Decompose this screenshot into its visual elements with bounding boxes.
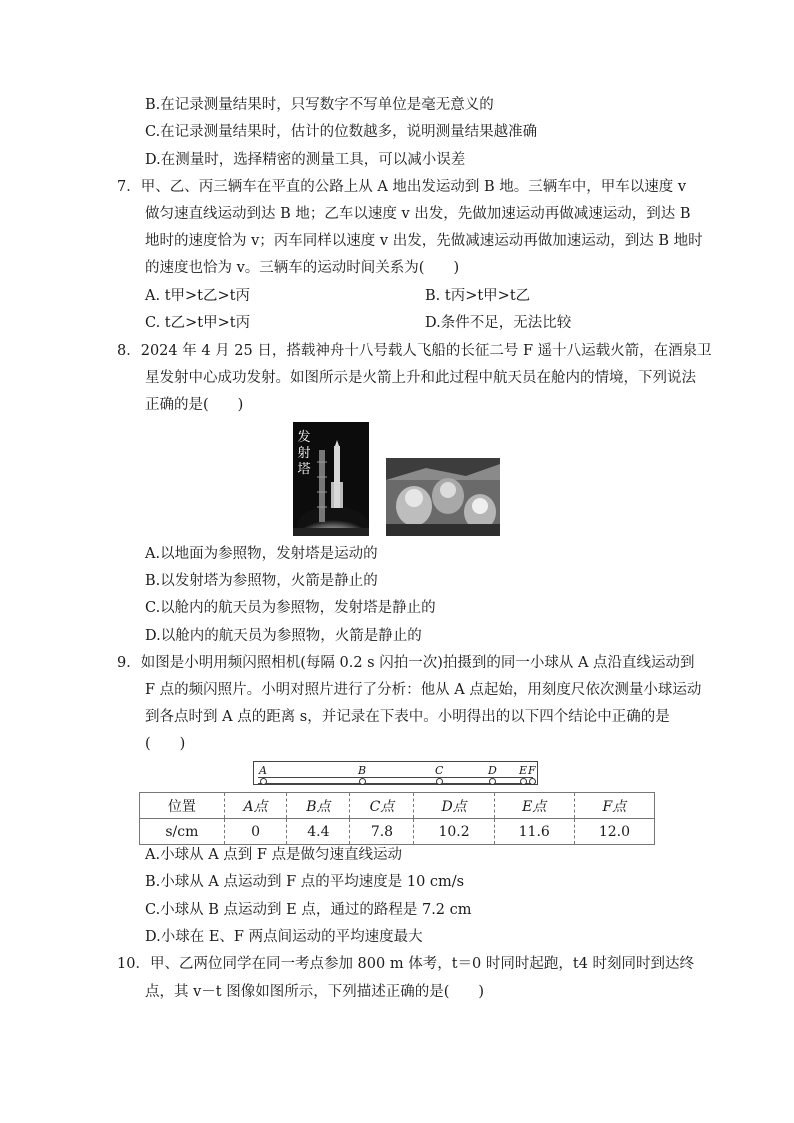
- strip-point-f: F: [528, 765, 536, 777]
- q8-option-b: B.以发射塔为参照物，火箭是静止的: [145, 573, 378, 589]
- q6-option-c: C.在记录测量结果时，估计的位数越多，说明测量结果越准确: [145, 124, 538, 140]
- q8-stem-line-1: 8．2024 年 4 月 25 日，搭载神舟十八号载人飞船的长征二号 F 遥十八运载火箭，在酒泉卫: [117, 343, 712, 359]
- ball-dot: [359, 778, 366, 785]
- q7-option-a: A. t甲>t乙>t丙: [145, 288, 250, 304]
- stroboscopic-photo-strip: [253, 761, 538, 785]
- q9-option-b: B.小球从 A 点运动到 F 点的平均速度是 10 cm/s: [145, 874, 465, 890]
- q9-stem-line-3: 到各点时到 A 点的距离 s，并记录在下表中。小明得出的以下四个结论中正确的是: [145, 709, 670, 725]
- table-cell: 10.2: [414, 819, 494, 845]
- q7-stem-line-3: 地时的速度恰为 v；丙车同样以速度 v 出发，先做减速运动再做加速运动，到达 B 地时: [145, 233, 703, 249]
- ball-dot: [436, 778, 443, 785]
- table-cell: C点: [350, 793, 414, 819]
- q6-option-d: D.在测量时，选择精密的测量工具，可以减小误差: [145, 152, 466, 168]
- ball-dot: [520, 778, 527, 785]
- table-cell: F点: [574, 793, 654, 819]
- table-header-row: [140, 793, 655, 819]
- q9-stem-line-4: ( ): [145, 736, 186, 752]
- q7-stem-line-1: 7．甲、乙、丙三辆车在平直的公路上从 A 地出发运动到 B 地。三辆车中，甲车以速度 v: [117, 179, 687, 195]
- q8-option-a: A.以地面为参照物，发射塔是运动的: [145, 546, 378, 562]
- rocket-launch-photo: [293, 422, 369, 536]
- q8-stem-line-2: 星发射中心成功发射。如图所示是火箭上升和此过程中航天员在舱内的情境，下列说法: [145, 370, 696, 386]
- table-cell: 0: [224, 819, 287, 845]
- table-row: [140, 819, 655, 845]
- ball-dot: [260, 778, 267, 785]
- table-cell: 7.8: [350, 819, 414, 845]
- q8-option-c: C.以舱内的航天员为参照物，发射塔是静止的: [145, 600, 436, 616]
- strip-point-b: B: [358, 765, 366, 777]
- q10-stem-line-2: 点，其 v－t 图像如图所示，下列描述正确的是( ): [145, 984, 485, 1000]
- q10-stem-line-1: 10．甲、乙两位同学在同一考点参加 800 m 体考，t＝0 时同时起跑，t4 时刻同时到达终: [117, 956, 695, 972]
- distance-table: [139, 792, 655, 845]
- ball-dot: [529, 778, 536, 785]
- table-cell: D点: [414, 793, 494, 819]
- q8-option-d: D.以舱内的航天员为参照物，火箭是静止的: [145, 628, 422, 644]
- q7-option-b: B. t丙>t甲>t乙: [425, 288, 531, 304]
- q7-stem-line-4: 的速度也恰为 v。三辆车的运动时间关系为( ): [145, 260, 460, 276]
- table-cell: 位置: [140, 793, 225, 819]
- strip-point-e: E: [519, 765, 527, 777]
- q7-stem-line-2: 做匀速直线运动到达 B 地；乙车以速度 v 出发，先做加速运动再做减速运动，到达 B: [145, 206, 691, 222]
- table-cell: 12.0: [574, 819, 654, 845]
- table-cell: s/cm: [140, 819, 225, 845]
- q9-stem-line-1: 9．如图是小明用频闪照相机(每隔 0.2 s 闪拍一次)拍摄到的同一小球从 A 点沿直线运动到: [117, 655, 695, 671]
- q7-option-d: D.条件不足，无法比较: [425, 315, 572, 331]
- strip-point-c: C: [435, 765, 443, 777]
- q7-option-c: C. t乙>t甲>t丙: [145, 315, 251, 331]
- q9-stem-line-2: F 点的频闪照片。小明对照片进行了分析：他从 A 点起始，用刻度尺依次测量小球运动: [145, 682, 702, 698]
- ball-dot: [489, 778, 496, 785]
- q6-option-b: B.在记录测量结果时，只写数字不写单位是毫无意义的: [145, 97, 494, 113]
- astronauts-in-cabin-photo: [386, 458, 500, 536]
- table-cell: E点: [494, 793, 574, 819]
- launch-tower-label: 发射塔: [297, 430, 311, 477]
- q8-stem-line-3: 正确的是( ): [145, 397, 244, 413]
- q9-option-c: C.小球从 B 点运动到 E 点，通过的路程是 7.2 cm: [145, 902, 472, 918]
- table-cell: 4.4: [287, 819, 350, 845]
- table-cell: B点: [287, 793, 350, 819]
- table-cell: 11.6: [494, 819, 574, 845]
- strip-point-d: D: [488, 765, 497, 777]
- q9-option-d: D.小球在 E、F 两点间运动的平均速度最大: [145, 929, 423, 945]
- q9-option-a: A.小球从 A 点到 F 点是做匀速直线运动: [145, 847, 403, 863]
- strip-point-a: A: [259, 765, 267, 777]
- table-cell: A点: [224, 793, 287, 819]
